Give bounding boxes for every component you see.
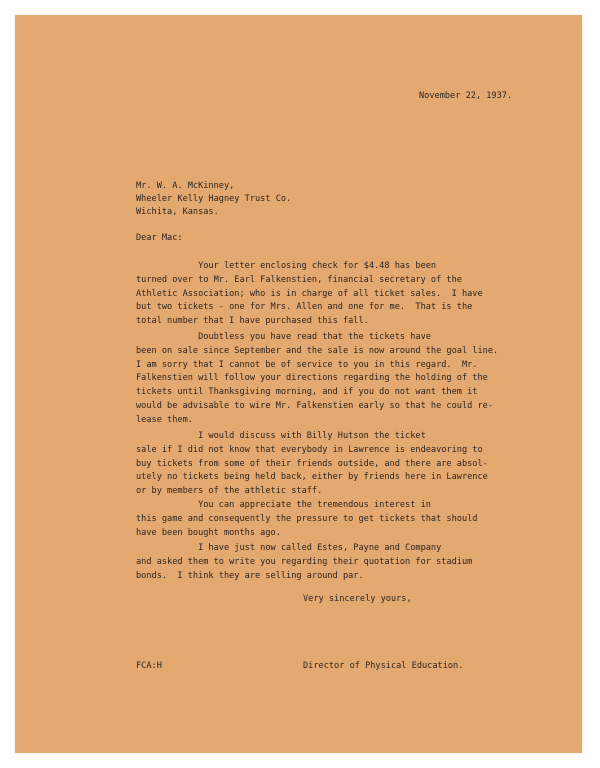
paragraph-line: I would discuss with Billy Hutson the ticket — [136, 431, 426, 441]
paragraph-line: Your letter enclosing check for $4.48 has been — [136, 261, 437, 271]
salutation: Dear Mac: — [136, 233, 183, 243]
paragraph-line: sale if I did not know that everybody in Lawrence is endeavoring to — [136, 444, 483, 455]
paragraph-4 — [136, 499, 477, 540]
paragraph-2 — [136, 331, 498, 428]
paragraph-line: this game and consequently the pressure to get tickets that should — [136, 513, 478, 524]
recipient-city: Wichita, Kansas. — [136, 207, 219, 217]
signature-title: Director of Physical Education. — [303, 661, 464, 671]
letter-date: November 22, 1937. — [419, 91, 513, 101]
paragraph-line: I have just now called Estes, Payne and Company — [136, 543, 442, 553]
typist-initials: FCA:H — [136, 661, 162, 671]
paragraph-5 — [136, 542, 472, 583]
paragraph-1 — [136, 260, 483, 329]
paragraph-line: have been bought months ago. — [136, 527, 281, 538]
paragraph-line: bonds. I think they are selling around par. — [136, 570, 364, 581]
paragraph-line: would be advisable to wire Mr. Falkenstien early so that he could re- — [136, 400, 493, 411]
paragraph-line: or by members of the athletic staff. — [136, 486, 323, 497]
paragraph-line: total number that I have purchased this fall. — [136, 316, 369, 327]
paragraph-line: and asked them to write you regarding their quotation for stadium — [136, 556, 473, 567]
paragraph-line: buy tickets from some of their friends outside, and there are absol- — [136, 458, 488, 469]
paragraph-line: but two tickets - one for Mrs. Allen and one for me. That is the — [136, 302, 473, 313]
recipient-company: Wheeler Kelly Hagney Trust Co. — [136, 194, 292, 204]
paragraph-line: I am sorry that I cannot be of service to you in this regard. Mr. — [136, 359, 478, 370]
paragraph-line: lease them. — [136, 414, 193, 425]
paragraph-line: Doubtless you have read that the tickets have — [136, 332, 431, 342]
paragraph-line: Athletic Association; who is in charge of all ticket sales. I have — [136, 288, 483, 299]
paragraph-line: turned over to Mr. Earl Falkenstien, financial secretary of the — [136, 274, 462, 285]
paragraph-line: tickets until Thanksgiving morning, and if you do not want them it — [136, 387, 478, 398]
paragraph-line: utely no tickets being held back, either by friends here in Lawrence — [136, 472, 488, 483]
paragraph-3 — [136, 430, 488, 499]
recipient-name: Mr. W. A. McKinney, — [136, 181, 235, 191]
paragraph-line: You can appreciate the tremendous interest in — [136, 500, 431, 510]
letter-sheet — [15, 15, 582, 753]
paragraph-line: Falkenstien will follow your directions regarding the holding of the — [136, 373, 488, 384]
paragraph-line: been on sale since September and the sale is now around the goal line. — [136, 345, 499, 356]
closing: Very sincerely yours, — [303, 594, 412, 604]
